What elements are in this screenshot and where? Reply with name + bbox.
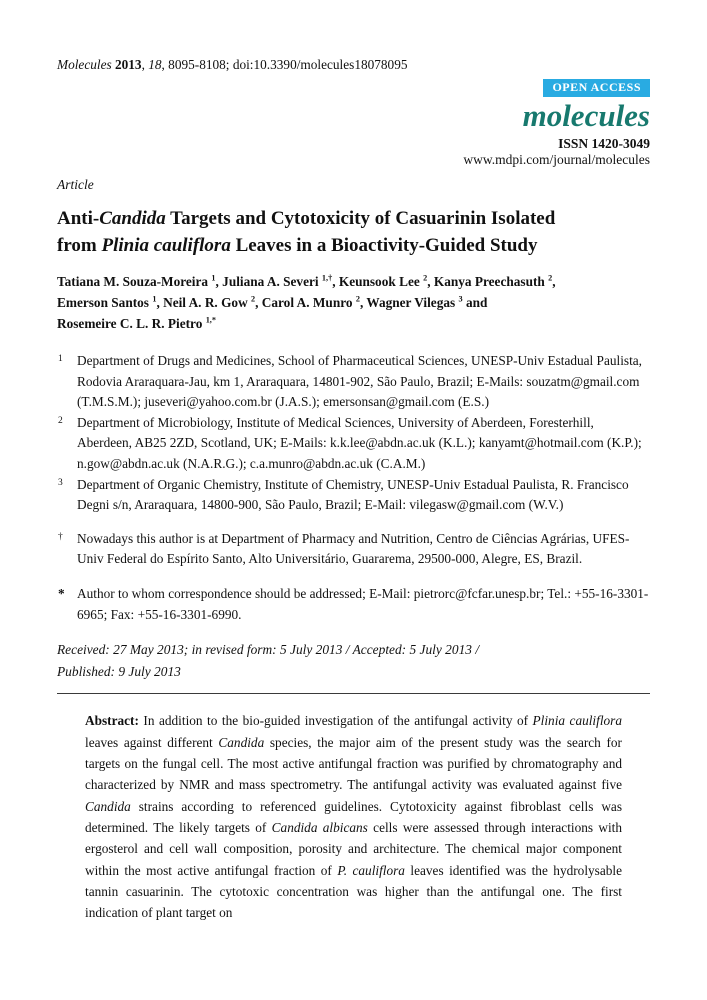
dagger-marker: † xyxy=(58,531,63,542)
author-list: Tatiana M. Souza-Moreira $^1$, Juliana A. Severi $^{1,\dagger}$, Keunsook Lee $^2$, Kanya Preechasuth $^2$, Emerson Santos $^1$, Neil A. R. Gow $^2$, Carol A. Munro $^2$, Wagner Vilegas $^3$ and Rosemeire C. L. R. Pietro $^{1,*}$ xyxy=(57,273,556,331)
section-divider xyxy=(57,693,650,694)
footnote-dagger-text: Nowadays this author is at Department of Pharmacy and Nutrition, Centro de Ciências Agrárias, UFES-Univ Federal do Espírito Santo, Alto Universitário, Guararema, 29500-000, Alegre, ES, Brazil. xyxy=(77,530,630,567)
affiliation-item-1 xyxy=(57,351,650,413)
publication-dates: Received: 27 May 2013; in revised form: 5 July 2013 / Accepted: 5 July 2013 / Published: 9 July 2013 xyxy=(57,642,480,679)
journal-logo: molecules xyxy=(522,98,650,133)
asterisk-marker: * xyxy=(58,585,65,601)
affiliation-marker-1: 1 xyxy=(58,354,63,364)
journal-citation: Molecules 2013, 18, 8095-8108; doi:10.3390/molecules18078095 xyxy=(57,57,408,72)
affiliation-text-2: Department of Microbiology, Institute of Medical Sciences, University of Aberdeen, Foresterhill, Aberdeen, AB25 2ZD, Scotland, UK; E-Mails: k.k.lee@abdn.ac.uk (K.L.); kanyamt@hotmail.com (K.P.); n.gow@abdn.ac.uk (N.A.R.G.); c.a.munro@abdn.ac.uk (C.A.M.) xyxy=(77,414,642,471)
article-title: Anti-Candida Targets and Cytotoxicity of Casuarinin Isolated from Plinia cauliflora Leaves in a Bioactivity-Guided Study xyxy=(57,208,556,256)
journal-brand-block xyxy=(57,78,650,168)
open-access-badge: OPEN ACCESS xyxy=(543,79,650,97)
affiliation-item-2 xyxy=(57,413,650,475)
affiliation-list xyxy=(57,351,650,516)
affiliation-marker-2: 2 xyxy=(58,415,63,426)
footnote-correspondence xyxy=(57,584,650,625)
affiliation-marker-3: 3 xyxy=(58,477,63,488)
affiliation-text-1: Department of Drugs and Medicines, School of Pharmaceutical Sciences, UNESP-Univ Estadual Paulista, Rodovia Araraquara-Jau, km 1, Araraquara, 14801-902, São Paulo, Brazil; E-Mails: souzatm@gmail.com (T.M.S.M.); juseveri@yahoo.com.br (J.A.S.); emersonsan@gmail.com (E.S.) xyxy=(77,353,642,410)
affiliation-text-3: Department of Organic Chemistry, Institute of Chemistry, UNESP-Univ Estadual Paulista, R. Francisco Degni s/n, Araraquara, 14800-900, São Paulo, Brazil; E-Mail: vilegasw@gmail.com (W.V.) xyxy=(77,476,629,513)
journal-url-link[interactable]: www.mdpi.com/journal/molecules xyxy=(463,152,650,167)
abstract-paragraph: Abstract: In addition to the bio-guided investigation of the antifungal activity of Plinia cauliflora leaves against different Candida species, the major aim of the present study was the search for targets on the fungal cell. The most active antifungal fraction was purified by chromatography and characterized by NMR and mass spectrometry. The antifungal activity was evaluated against five Candida strains according to referenced guidelines. Cytotoxicity against fibroblast cells was determined. The likely targets of Candida albicans cells were assessed through interactions with ergosterol and cell wall composition, porosity and architecture. The chemical major component within the most active antifungal fraction of P. cauliflora leaves identified was the hydrolysable tannin casuarinin. The cytotoxic concentration was higher than the antifungal one. The first indication of plant target on xyxy=(85,713,622,921)
issn-number: ISSN 1420-3049 xyxy=(558,136,650,151)
footnote-dagger xyxy=(57,529,650,570)
affiliation-item-3 xyxy=(57,475,650,516)
footnote-correspondence-text: Author to whom correspondence should be addressed; E-Mail: pietrorc@fcfar.unesp.br; Tel.: +55-16-3301-6965; Fax: +55-16-3301-6990. xyxy=(77,585,649,622)
article-type-label: Article xyxy=(57,177,94,192)
